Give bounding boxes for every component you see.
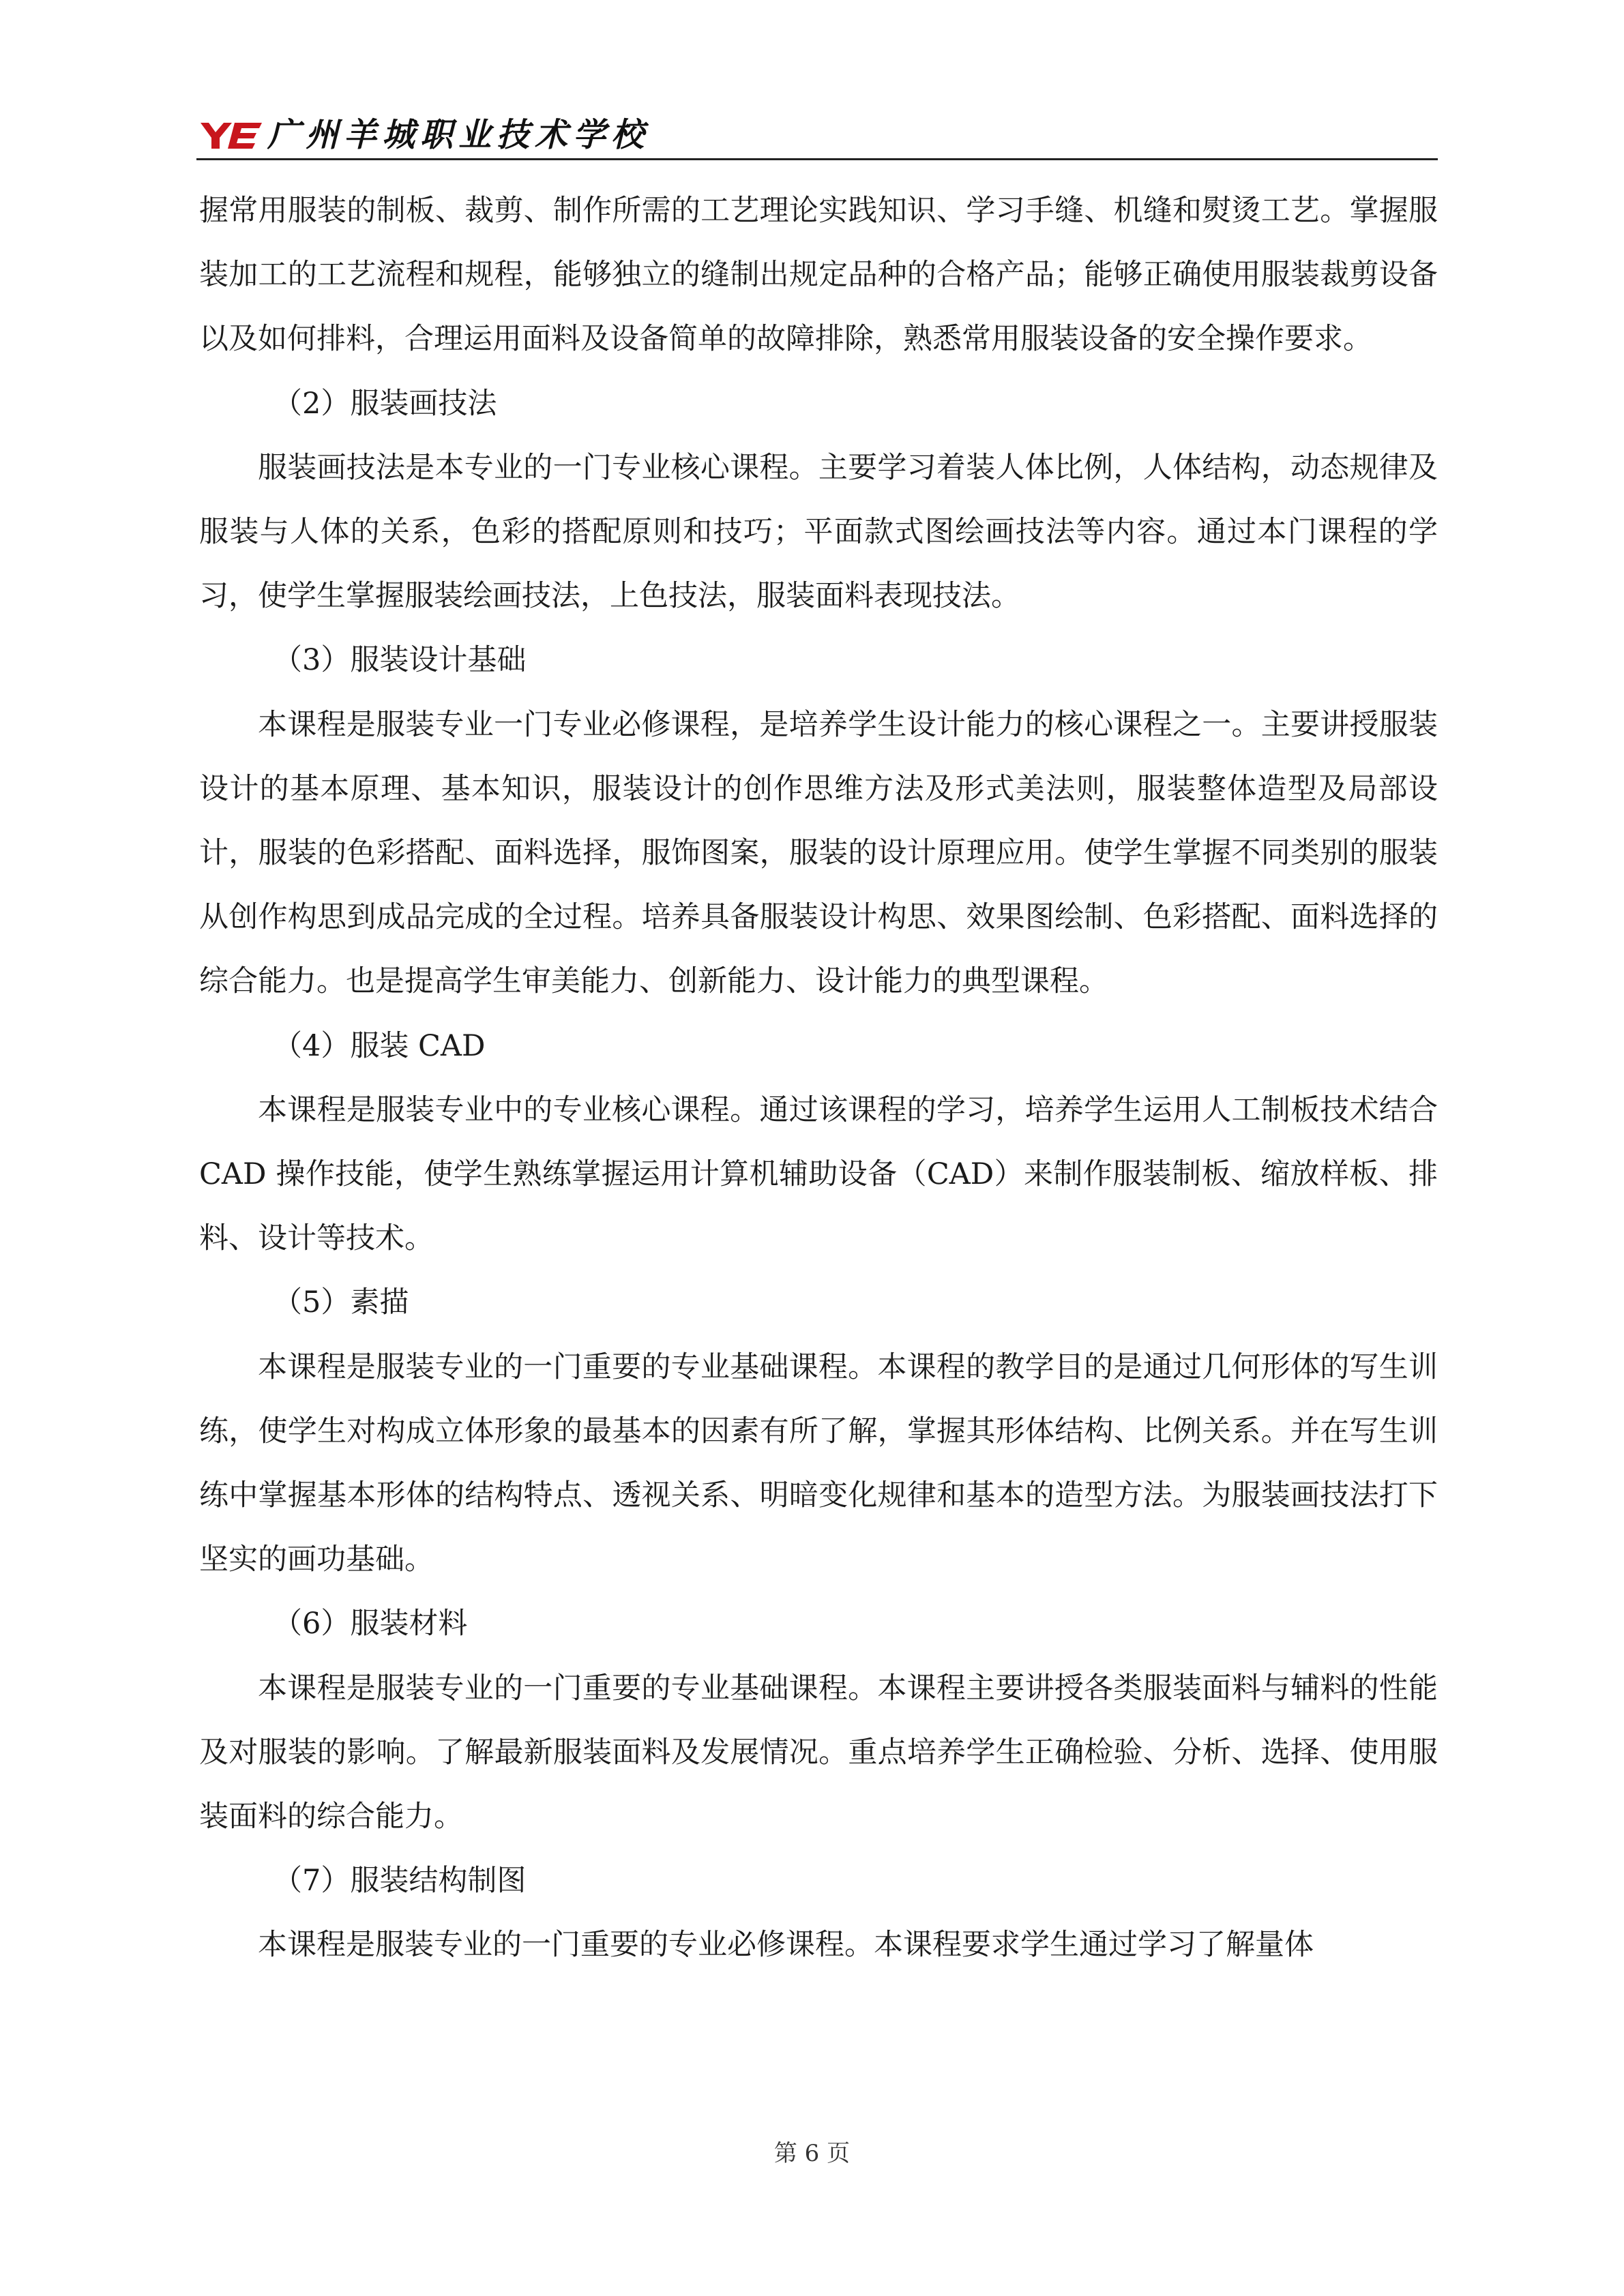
header-divider [196, 158, 1438, 160]
body-paragraph: 本课程是服装专业一门专业必修课程，是培养学生设计能力的核心课程之一。主要讲授服装设计的基本原理、基本知识，服装设计的创作思维方法及形式美法则，服装整体造型及局部设计，服装的色彩搭配、面料选择，服饰图案，服装的设计原理应用。使学生掌握不同类别的服装从创作构思到成品完成的全过程。培养具备服装设计构思、效果图绘制、色彩搭配、面料选择的综合能力。也是提高学生审美能力、创新能力、设计能力的典型课程。 [199, 707, 1438, 999]
body-paragraph: 本课程是服装专业的一门重要的专业必修课程。本课程要求学生通过学习了解量体 [258, 1928, 1314, 1963]
body-paragraph: 服装画技法是本专业的一门专业核心课程。主要学习着装人体比例，人体结构，动态规律及服装与人体的关系，色彩的搭配原则和技巧；平面款式图绘画技法等内容。通过本门课程的学习，使学生掌握服装绘画技法，上色技法，服装面料表现技法。 [199, 450, 1438, 614]
document-body [199, 179, 1438, 1978]
body-paragraph: 本课程是服装专业中的专业核心课程。通过该课程的学习，培养学生运用人工制板技术结合 CAD 操作技能，使学生熟练掌握运用计算机辅助设备（CAD）来制作服装制板、缩放样板、排料、设计等技术。 [199, 1092, 1438, 1256]
section-heading: （2）服装画技法 [273, 386, 497, 421]
section-heading: （4）服装 CAD [273, 1028, 486, 1063]
school-name: 广州羊城职业技术学校 [267, 116, 650, 154]
school-logo-icon [199, 117, 263, 153]
page-number: 第 6 页 [773, 2140, 851, 2167]
body-paragraph: 握常用服装的制板、裁剪、制作所需的工艺理论实践知识、学习手缝、机缝和熨烫工艺。掌握服装加工的工艺流程和规程，能够独立的缝制出规定品种的合格产品；能够正确使用服装裁剪设备以及如何排料，合理运用面料及设备简单的故障排除，熟悉常用服装设备的安全操作要求。 [199, 194, 1438, 357]
section-heading: （5）素描 [273, 1285, 409, 1320]
body-paragraph: 本课程是服装专业的一门重要的专业基础课程。本课程主要讲授各类服装面料与辅料的性能及对服装的影响。了解最新服装面料及发展情况。重点培养学生正确检验、分析、选择、使用服装面料的综合能力。 [199, 1671, 1438, 1834]
section-heading: （3）服装设计基础 [273, 643, 527, 678]
body-paragraph: 本课程是服装专业的一门重要的专业基础课程。本课程的教学目的是通过几何形体的写生训练，使学生对构成立体形象的最基本的因素有所了解，掌握其形体结构、比例关系。并在写生训练中掌握基本形体的结构特点、透视关系、明暗变化规律和基本的造型方法。为服装画技法打下坚实的画功基础。 [199, 1350, 1438, 1577]
section-heading: （7）服装结构制图 [273, 1864, 527, 1898]
section-heading: （6）服装材料 [273, 1607, 468, 1641]
document-header [199, 115, 1441, 155]
